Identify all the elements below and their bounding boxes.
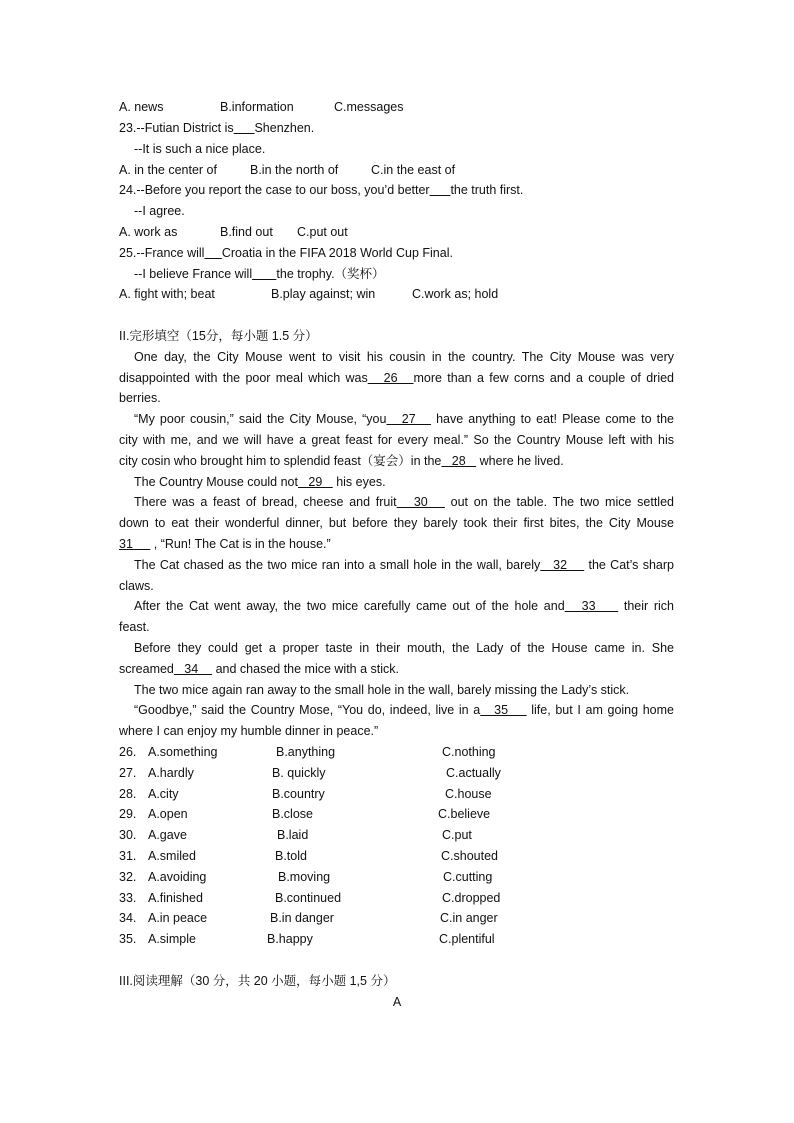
option-b: B.moving [278, 870, 331, 884]
cloze-paragraph-4-line-1: There was a feast of bread, cheese and fruit 30 out on the table. The two mice settled [134, 495, 674, 509]
q22-option-c: C.messages [334, 100, 404, 114]
cloze-paragraph-3: The Country Mouse could not 29 his eyes. [134, 475, 386, 489]
q25-option-a: A. fight with; beat [119, 287, 215, 301]
option-c: C.cutting [443, 870, 493, 884]
q25-stem: 25.--France will Croatia in the FIFA 2018 World Cup Final. [119, 246, 453, 260]
option-number: 33. [119, 891, 137, 905]
option-a: A.in peace [148, 911, 208, 925]
option-b: B.happy [267, 932, 313, 946]
option-c: C.in anger [440, 911, 498, 925]
q22-option-b: B.information [220, 100, 294, 114]
q23-blank [234, 121, 255, 135]
option-b: B.country [272, 787, 325, 801]
cloze-paragraph-1-line-2: disappointed with the poor meal which was 26 more than a few corns and a couple of dried [119, 371, 674, 385]
q24-stem: 24.--Before you report the case to our boss, you’d better the truth first. [119, 183, 524, 197]
option-b: B.laid [277, 828, 309, 842]
q24-option-c: C.put out [297, 225, 348, 239]
option-c: C.believe [438, 807, 491, 821]
cloze-paragraph-4-line-2: down to eat their wonderful dinner, but before they barely took their first bites, the City Mouse [119, 516, 674, 530]
q25-blank-1 [204, 246, 221, 260]
blank-33: 33 [564, 599, 619, 613]
option-b: B.told [275, 849, 307, 863]
option-c: C.dropped [442, 891, 501, 905]
blank-28: 28 [441, 454, 477, 468]
option-a: A.smiled [148, 849, 196, 863]
option-b: B.close [272, 807, 313, 821]
cloze-paragraph-8: The two mice again ran away to the small hole in the wall, barely missing the Lady’s stick. [134, 683, 630, 697]
blank-26: 26 [367, 371, 414, 385]
cloze-paragraph-6-line-2: feast. [119, 620, 150, 634]
option-b: B. quickly [272, 766, 326, 780]
cloze-paragraph-5-line-1: The Cat chased as the two mice ran into a small hole in the wall, barely 32 the Cat’s sharp [134, 558, 674, 572]
reading-heading: III.阅读理解（30 分，共 20 小题，每小题 1,5 分） [119, 974, 396, 988]
q23-option-b: B.in the north of [250, 163, 339, 177]
option-number: 34. [119, 911, 137, 925]
blank-31: 31 [119, 537, 151, 551]
q23-stem: 23.--Futian District is Shenzhen. [119, 121, 315, 135]
option-a: A.open [148, 807, 188, 821]
blank-27: 27 [386, 412, 431, 426]
option-b: B.in danger [270, 911, 334, 925]
cloze-paragraph-7-line-1: Before they could get a proper taste in their mouth, the Lady of the House came in. She [134, 641, 674, 655]
cloze-paragraph-1-line-3: berries. [119, 391, 161, 405]
option-number: 28. [119, 787, 137, 801]
q25-option-b: B.play against; win [271, 287, 376, 301]
option-c: C.actually [446, 766, 501, 780]
blank-32: 32 [540, 558, 585, 572]
cloze-paragraph-9-line-1: “Goodbye,” said the Country Mose, “You do, indeed, live in a 35 life, but I am going home [134, 703, 674, 717]
option-number: 31. [119, 849, 137, 863]
option-number: 26. [119, 745, 137, 759]
option-number: 32. [119, 870, 137, 884]
option-a: A.gave [148, 828, 187, 842]
cloze-paragraph-6-line-1: After the Cat went away, the two mice carefully came out of the hole and 33 their rich [134, 599, 675, 613]
option-c: C.house [445, 787, 492, 801]
option-c: C.plentiful [439, 932, 495, 946]
option-c: C.put [442, 828, 472, 842]
option-a: A.finished [148, 891, 203, 905]
option-a: A.hardly [148, 766, 194, 780]
option-number: 27. [119, 766, 137, 780]
cloze-paragraph-9-line-2: where I can enjoy my humble dinner in peace.” [119, 724, 379, 738]
option-number: 35. [119, 932, 137, 946]
option-c: C.shouted [441, 849, 498, 863]
cloze-paragraph-1-line-1: One day, the City Mouse went to visit his cousin in the country. The City Mouse was very [134, 350, 674, 364]
option-a: A.something [148, 745, 218, 759]
q23-reply: --It is such a nice place. [134, 142, 266, 156]
q22-option-a: A. news [119, 100, 164, 114]
option-b: B.anything [276, 745, 336, 759]
cloze-paragraph-2-line-3: city cosin who brought him to splendid feast（宴会）in the 28 where he lived. [119, 454, 564, 468]
q25-blank-2 [252, 267, 276, 281]
option-a: A.avoiding [148, 870, 207, 884]
q24-option-b: B.find out [220, 225, 273, 239]
q25-reply: --I believe France will the trophy.（奖杯） [134, 267, 385, 281]
option-number: 30. [119, 828, 137, 842]
cloze-paragraph-2-line-1: “My poor cousin,” said the City Mouse, “you 27 have anything to eat! Please come to the [134, 412, 674, 426]
option-b: B.continued [275, 891, 342, 905]
option-c: C.nothing [442, 745, 496, 759]
option-number: 29. [119, 807, 137, 821]
reading-section-label: A [392, 995, 402, 1009]
q24-reply: --I agree. [134, 204, 185, 218]
cloze-paragraph-7-line-2: screamed 34 and chased the mice with a stick. [119, 662, 400, 676]
cloze-heading: II.完形填空（15分，每小题 1.5 分） [119, 329, 318, 343]
blank-35: 35 [480, 703, 527, 717]
q24-blank [430, 183, 451, 197]
blank-29: 29 [297, 475, 333, 489]
cloze-paragraph-4-line-3: 31 , “Run! The Cat is in the house.” [119, 537, 331, 551]
option-a: A.simple [148, 932, 196, 946]
option-a: A.city [148, 787, 179, 801]
q23-option-a: A. in the center of [119, 163, 217, 177]
blank-30: 30 [396, 495, 445, 509]
cloze-paragraph-2-line-2: city with me, and we will have a great feast for every meal.” So the Country Mouse left with his [119, 433, 674, 447]
q24-option-a: A. work as [119, 225, 178, 239]
blank-34: 34 [173, 662, 213, 676]
q23-option-c: C.in the east of [371, 163, 456, 177]
cloze-paragraph-5-line-2: claws. [119, 579, 154, 593]
q25-option-c: C.work as; hold [412, 287, 499, 301]
